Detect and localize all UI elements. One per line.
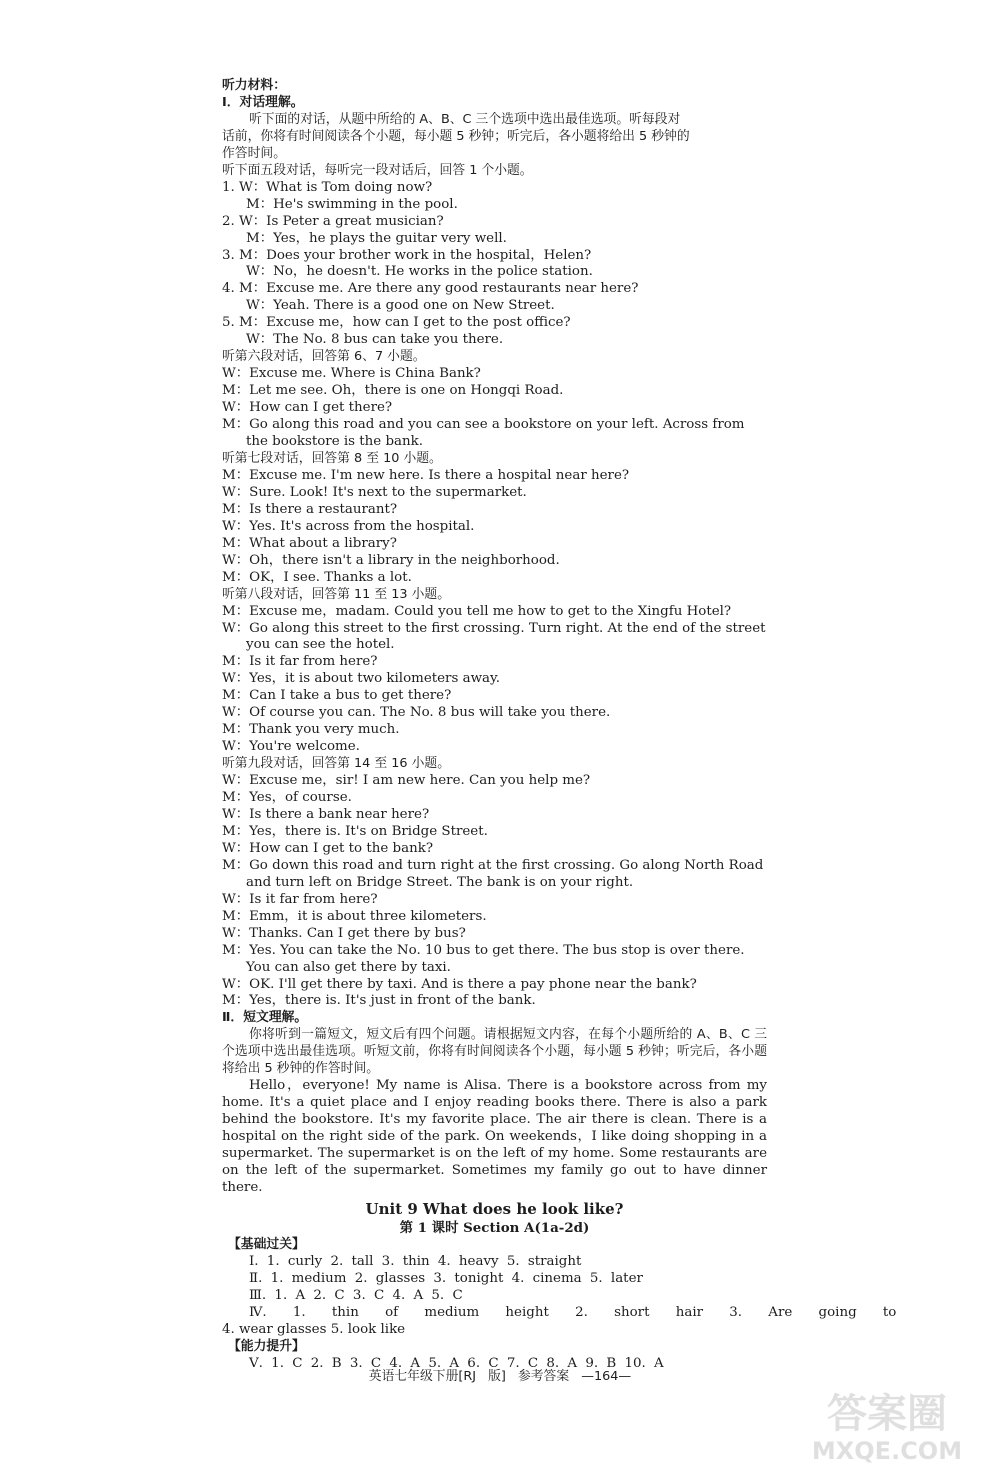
watermark-cn: 答案圈 <box>827 1391 947 1437</box>
dialog-line: M：Emm，it is about three kilometers. <box>222 908 487 924</box>
dialog-line: W：Yes. It's across from the hospital. <box>222 518 475 534</box>
dialog-line: W：OK. I'll get there by taxi. And is there a pay phone near the bank? <box>222 976 697 992</box>
listening-passage: Hello，everyone! My name is Alisa. There is a bookstore across from my home. It's a quiet place and I enjoy reading books there. There is also a park behind the bookstore. It's my favorite place. The air there is clean. There is a hospital on the right side of the park. On weekends，I like doing shopping in a supermarket. The supermarket is on the left of my home. Some restaurants are on the left of the supermarket. Sometimes my family go out to have dinner there. <box>222 1078 767 1195</box>
basic-section-label: 【基础过关】 <box>228 1236 305 1252</box>
dialog-line: W：Thanks. Can I get there by bus? <box>222 925 466 941</box>
dialog-line: W：Yes，it is about two kilometers away. <box>222 671 501 687</box>
watermark-url: MXQE.COM <box>811 1437 963 1465</box>
dialog-line: W：How can I get to the bank? <box>222 840 434 856</box>
page-footer: 英语七年级下册[RJ 版] 参考答案 —164— <box>368 1369 632 1384</box>
dialog-line: W：Go along this street to the first crossing. Turn right. At the end of the street you can see the hotel. <box>222 620 766 653</box>
part1-sub-instruction: 听下面五段对话，每听完一段对话后，回答 1 个小题。 <box>222 162 533 178</box>
dialog-line: M：Excuse me，madam. Could you tell me how to get to the Xingfu Hotel? <box>222 603 732 619</box>
watermark-logo <box>792 1383 982 1467</box>
part2-intro: 你将听到一篇短文，短文后有四个问题。请根据短文内容，在每个小题所给的 A、B、C 三个选项中选出最佳选项。听短文前，你将有时间阅读各个小题，每小题 5 秒钟；听完后，各小题将给出 5 秒钟的作答时间。 <box>222 1027 767 1077</box>
dialog-line: W：You're welcome. <box>222 739 360 755</box>
dialog-line: 2. W：Is Peter a great musician? <box>222 213 444 229</box>
dialog-line: W：Of course you can. The No. 8 bus will take you there. <box>222 705 611 721</box>
part1-intro-line: 话前，你将有时间阅读各个小题，每小题 5 秒钟；听完后，各小题将给出 5 秒钟的 <box>222 128 690 144</box>
dialog-line: M：Go along this road and you can see a bookstore on your left. Across from the bookstore is the bank. <box>222 417 745 450</box>
lesson-title: 第 1 课时 Section A(1a-2d) <box>399 1219 590 1236</box>
part2-title: Ⅱ．短文理解。 <box>222 1010 308 1026</box>
dialog-line: 3. M：Does your brother work in the hospital，Helen? <box>222 247 592 263</box>
dialog-line: M：Excuse me. I'm new here. Is there a hospital near here? <box>222 467 630 483</box>
dialog-line: W：Excuse me，sir! I am new here. Can you help me? <box>222 773 591 789</box>
dialog-line: W：No，he doesn't. He works in the police station. <box>246 264 593 280</box>
answer-line: Ⅲ. 1. A 2. C 3. C 4. A 5. C <box>249 1287 463 1303</box>
dialog-line: W：How can I get there? <box>222 400 393 416</box>
dialog-line: M：Yes，he plays the guitar very well. <box>246 230 507 246</box>
part1-intro-line: 作答时间。 <box>222 145 286 161</box>
dialog-line: W：Yeah. There is a good one on New Street. <box>246 298 555 314</box>
part1-title: Ⅰ．对话理解。 <box>222 94 304 110</box>
dialog-line: M：Yes，there is. It's just in front of the bank. <box>222 993 536 1009</box>
answer-line: Ⅰ. 1. curly 2. tall 3. thin 4. heavy 5. straight <box>249 1253 582 1269</box>
improve-section-label: 【能力提升】 <box>228 1338 305 1354</box>
dialog-line: M：Can I take a bus to get there? <box>222 688 452 704</box>
dialog-line: M：Let me see. Oh，there is one on Hongqi Road. <box>222 383 564 399</box>
answer-page <box>222 78 897 1373</box>
dialog-line: W：Sure. Look! It's next to the supermarket. <box>222 484 527 500</box>
dialog-section-title: 听第八段对话，回答第 11 至 13 小题。 <box>222 586 450 602</box>
dialog-line: M：What about a library? <box>222 535 397 551</box>
listening-heading: 听力材料： <box>222 78 286 93</box>
answer-line: Ⅳ. 1. thin of medium height 2. short hair 3. Are going to <box>249 1304 897 1320</box>
dialog-line: M：Yes，of course. <box>222 790 352 806</box>
dialog-line: M：Go down this road and turn right at the first crossing. Go along North Road and turn left on Bridge Street. The bank is on your right. <box>222 857 764 890</box>
dialog-line: W：Is it far from here? <box>222 891 378 907</box>
answer-line: Ⅱ. 1. medium 2. glasses 3. tonight 4. cinema 5. later <box>249 1270 643 1286</box>
dialog-line: M：He's swimming in the pool. <box>246 196 458 212</box>
dialog-line: 4. M：Excuse me. Are there any good restaurants near here? <box>222 281 639 297</box>
dialog-line: 5. M：Excuse me，how can I get to the post office? <box>222 315 571 331</box>
answer-line: Ⅴ. 1. C 2. B 3. C 4. A 5. A 6. C 7. C 8. A 9. B 10. A <box>249 1355 664 1371</box>
dialog-line: W：The No. 8 bus can take you there. <box>246 332 504 348</box>
dialog-line: M：Yes，there is. It's on Bridge Street. <box>222 823 488 839</box>
dialog-line: W：Oh，there isn't a library in the neighborhood. <box>222 552 560 568</box>
dialog-section-title: 听第九段对话，回答第 14 至 16 小题。 <box>222 756 450 772</box>
unit-title: Unit 9 What does he look like? <box>365 1199 624 1218</box>
part1-intro-line: 听下面的对话，从题中所给的 A、B、C 三个选项中选出最佳选项。听每段对 <box>249 111 681 127</box>
dialog-line: 1. W：What is Tom doing now? <box>222 179 433 195</box>
dialog-line: M：Is it far from here? <box>222 654 378 670</box>
dialog-line: W：Is there a bank near here? <box>222 806 430 822</box>
dialog-line: M：Is there a restaurant? <box>222 501 398 517</box>
dialog-section-title: 听第六段对话，回答第 6、7 小题。 <box>222 349 426 365</box>
dialog-line: M：Thank you very much. <box>222 722 400 738</box>
dialog-line: M：Yes. You can take the No. 10 bus to get there. The bus stop is over there. You can also get there by taxi. <box>222 942 745 975</box>
dialog-line: M：OK，I see. Thanks a lot. <box>222 569 412 585</box>
dialog-section-title: 听第七段对话，回答第 8 至 10 小题。 <box>222 450 442 466</box>
dialog-line: W：Excuse me. Where is China Bank? <box>222 366 481 382</box>
answer-line: 4. wear glasses 5. look like <box>222 1321 406 1337</box>
